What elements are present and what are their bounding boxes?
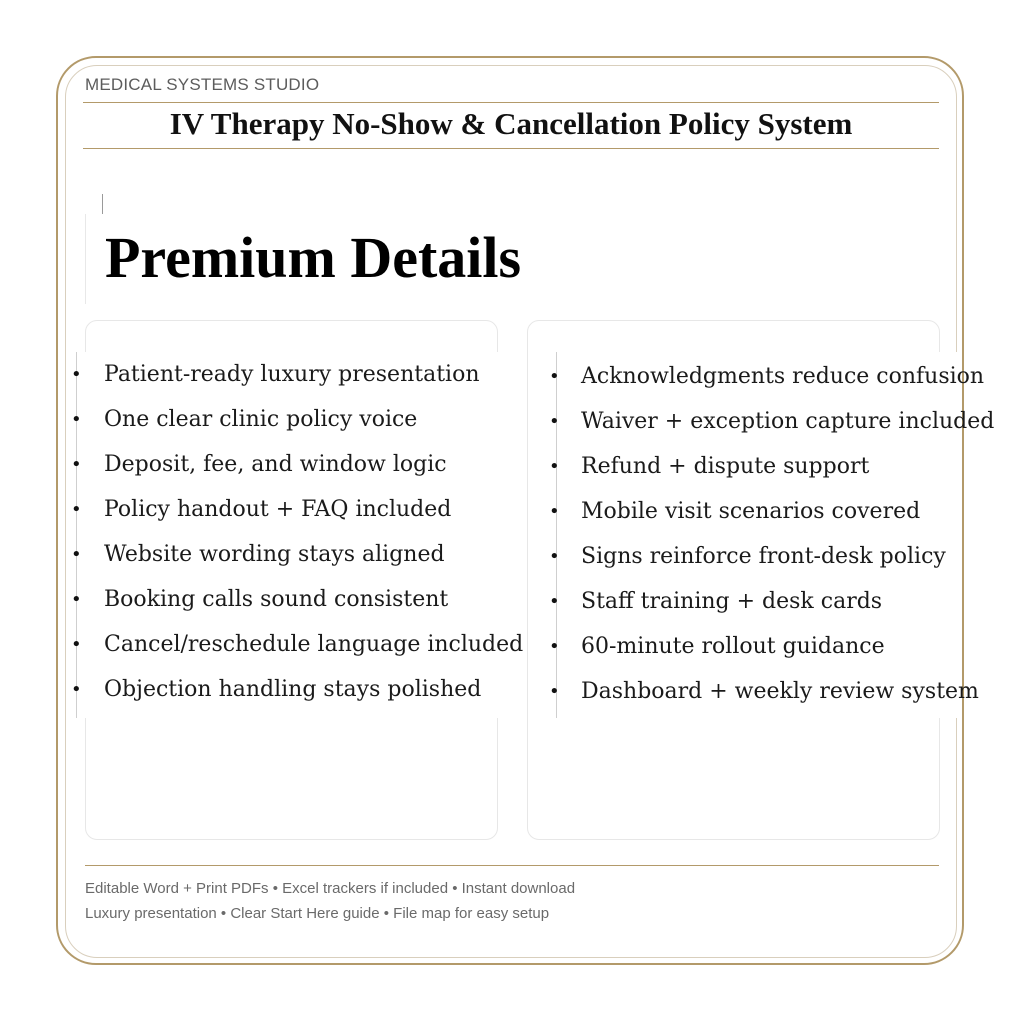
bullet-icon: • (549, 591, 560, 612)
page-title: IV Therapy No-Show & Cancellation Policy System (169, 106, 853, 141)
list-item-text: Patient-ready luxury presentation (104, 362, 480, 387)
bullet-icon: • (549, 411, 560, 432)
list-item-text: Waiver + exception capture included (581, 409, 995, 434)
text-cursor-mark (102, 194, 103, 214)
bullet-icon: • (71, 544, 82, 565)
bullet-icon: • (549, 681, 560, 702)
list-item-text: Dashboard + weekly review system (581, 679, 979, 704)
list-item-text: Acknowledgments reduce confusion (581, 364, 985, 389)
list-item-text: Mobile visit scenarios covered (581, 499, 921, 524)
list-item-text: One clear clinic policy voice (104, 407, 418, 432)
left-feature-list (71, 352, 524, 718)
list-item-text: Policy handout + FAQ included (104, 497, 452, 522)
bullet-icon: • (71, 589, 82, 610)
list-item-text: Staff training + desk cards (581, 589, 883, 614)
bullet-icon: • (71, 634, 82, 655)
bullet-icon: • (71, 499, 82, 520)
bullet-icon: • (549, 636, 560, 657)
list-item-text: Signs reinforce front-desk policy (581, 544, 946, 569)
list-item-text: Booking calls sound consistent (104, 587, 449, 612)
footer-line-2: Luxury presentation • Clear Start Here guide • File map for easy setup (85, 905, 550, 922)
footer-rule (85, 865, 939, 866)
header-top-rule (83, 102, 939, 103)
studio-label: MEDICAL SYSTEMS STUDIO (85, 75, 320, 94)
list-item-text: Website wording stays aligned (104, 542, 445, 567)
bullet-icon: • (549, 546, 560, 567)
list-item-text: Objection handling stays polished (104, 677, 482, 702)
section-heading: Premium Details (105, 225, 522, 290)
heading-side-bar (85, 214, 86, 304)
bullet-icon: • (71, 454, 82, 475)
bullet-icon: • (549, 366, 560, 387)
list-item-text: Deposit, fee, and window logic (104, 452, 447, 477)
bullet-icon: • (549, 456, 560, 477)
list-item-text: 60-minute rollout guidance (581, 634, 885, 659)
bullet-icon: • (71, 409, 82, 430)
footer-line-1: Editable Word + Print PDFs • Excel trackers if included • Instant download (85, 880, 576, 897)
right-feature-list (549, 352, 995, 718)
list-item-text: Cancel/reschedule language included (104, 632, 524, 657)
list-item-text: Refund + dispute support (581, 454, 870, 479)
bullet-icon: • (71, 679, 82, 700)
header-bottom-rule (83, 148, 939, 149)
bullet-icon: • (71, 364, 82, 385)
bullet-icon: • (549, 501, 560, 522)
